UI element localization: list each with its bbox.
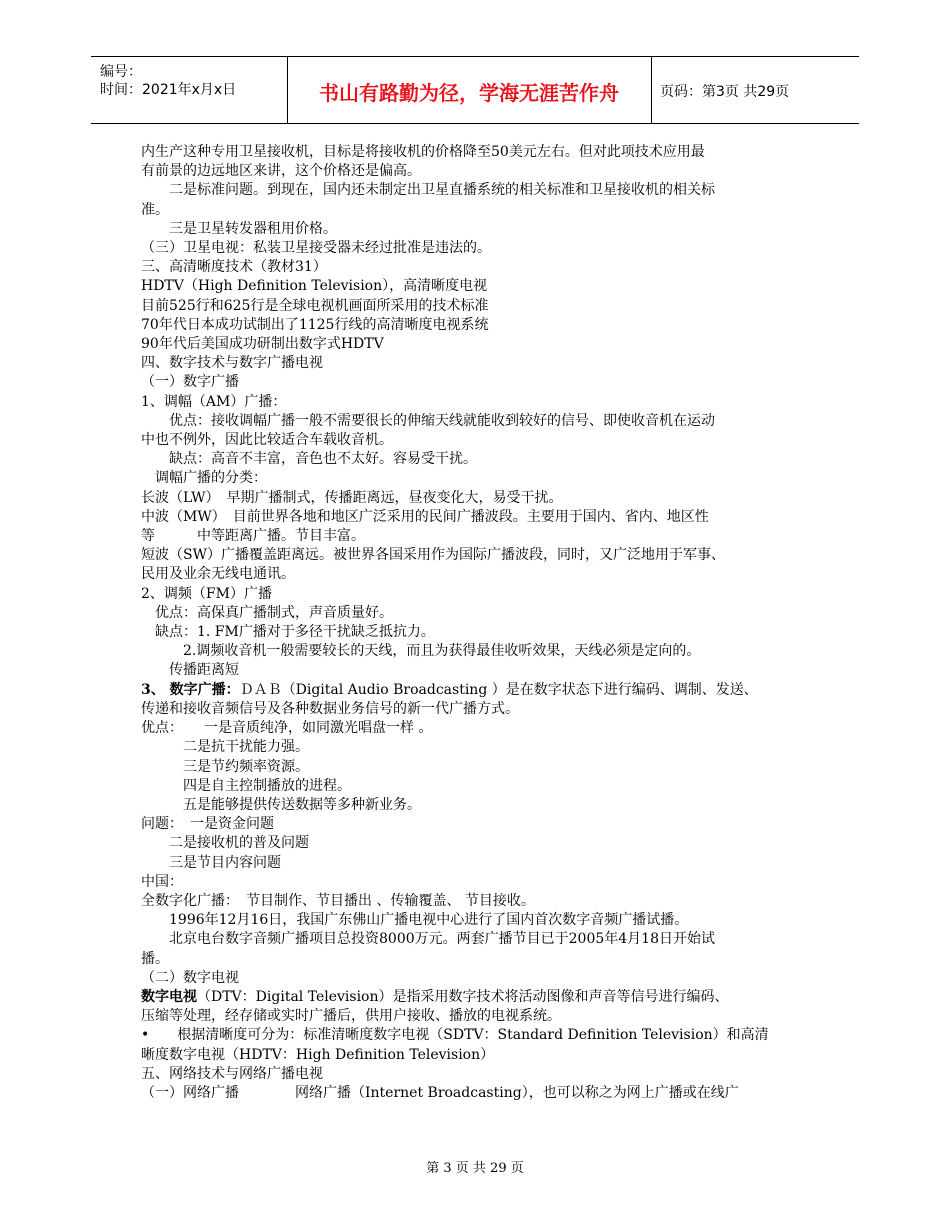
text-line: 北京电台数字音频广播项目总投资8000万元。两套广播节目已于2005年4月18日开始试 xyxy=(141,931,715,948)
number-label: 编号： xyxy=(100,64,142,80)
text-line: 2、调频（FM）广播 xyxy=(141,585,272,602)
motto: 书山有路勤为径，学海无涯苦作舟 xyxy=(319,81,619,105)
page-info: 页码：第3页 共29页 xyxy=(660,84,790,100)
dab-line xyxy=(141,681,831,700)
text-line: 二是标准问题。到现在，国内还未制定出卫星直播系统的相关标准和卫星接收机的相关标 xyxy=(141,182,715,199)
text-line: 传播距离短 xyxy=(141,662,239,679)
dtv-text: （DTV：Digital Television）是指采用数字技术将活动图像和声音等信号进行编码、 xyxy=(197,988,729,1005)
section-heading: 四、数字技术与数字广播电视 xyxy=(141,355,323,372)
dtv-heading: 数字电视 xyxy=(141,988,197,1005)
text-line: （一）数字广播 xyxy=(141,374,239,391)
text-line: 四是自主控制播放的进程。 xyxy=(141,777,351,794)
text-line: 优点：高保真广播制式，声音质量好。 xyxy=(141,604,393,621)
text-line: 优点：接收调幅广播一般不需要很长的伸缩天线就能收到较好的信号、即使收音机在运动 xyxy=(141,412,715,429)
page-header xyxy=(91,56,859,124)
date-label: 时间：2021年x月x日 xyxy=(100,82,237,98)
dab-text: ＤＡＢ（Digital Audio Broadcasting ）是在数字状态下进行编码、调制、发送、 xyxy=(239,681,758,698)
text-line: （三）卫星电视：私装卫星接受器未经过批准是违法的。 xyxy=(141,240,491,257)
text-line: 90年代后美国成功研制出数字式HDTV xyxy=(141,336,384,353)
section-heading: 三、高清晰度技术（教材31） xyxy=(141,259,327,276)
text-line: 全数字化广播： 节目制作、节目播出 、传输覆盖、 节目接收。 xyxy=(141,892,535,909)
header-meta xyxy=(91,57,288,123)
text-line: • 根据清晰度可分为：标准清晰度数字电视（SDTV：Standard Definition Television）和高清 xyxy=(141,1027,769,1044)
text-line: 三是卫星转发器租用价格。 xyxy=(141,220,337,237)
text-line: 等 中等距离广播。节目丰富。 xyxy=(141,528,365,545)
text-line: 中也不例外，因此比较适合车载收音机。 xyxy=(141,432,393,449)
text-line: 压缩等处理，经存储或实时广播后，供用户接收、播放的电视系统。 xyxy=(141,1008,561,1025)
header-page-cell xyxy=(651,57,859,123)
text-line: 短波（SW）广播覆盖距离远。被世界各国采用作为国际广播波段，同时，又广泛地用于军事、 xyxy=(141,547,725,564)
header-motto-cell xyxy=(287,57,652,123)
text-line: 二是抗干扰能力强。 xyxy=(141,739,309,756)
text-line: 内生产这种专用卫星接收机，目标是将接收机的价格降至50美元左右。但对此项技术应用最 xyxy=(141,144,705,160)
text-line: 中波（MW） 目前世界各地和地区广泛采用的民间广播波段。主要用于国内、省内、地区性 xyxy=(141,508,709,525)
text-line: 问题： 一是资金问题 xyxy=(141,816,274,833)
text-line: HDTV（High Definition Television），高清晰度电视 xyxy=(141,278,488,295)
text-line: 缺点：1. FM广播对于多径干扰缺乏抵抗力。 xyxy=(141,624,435,641)
text-line: 长波（LW） 早期广播制式，传播距离远，昼夜变化大，易受干扰。 xyxy=(141,489,563,506)
text-line: 优点： 一是音质纯净，如同激光唱盘一样 。 xyxy=(141,720,433,737)
text-line: 三是节约频率资源。 xyxy=(141,758,309,775)
text-line: （二）数字电视 xyxy=(141,969,239,986)
section-heading: 五、网络技术与网络广播电视 xyxy=(141,1065,323,1082)
text-line: 民用及业余无线电通讯。 xyxy=(141,566,295,583)
text-line: 2.调频收音机一般需要较长的天线，而且为获得最佳收听效果，天线必须是定向的。 xyxy=(141,643,701,660)
text-line: 目前525行和625行是全球电视机画面所采用的技术标准 xyxy=(141,297,489,314)
page-footer: 第 3 页 共 29 页 xyxy=(426,1161,524,1176)
text-line: 五是能够提供传送数据等多种新业务。 xyxy=(141,796,421,813)
text-line: 有前景的边远地区来讲，这个价格还是偏高。 xyxy=(141,163,421,180)
text-line: 传递和接收音频信号及各种数据业务信号的新一代广播方式。 xyxy=(141,700,519,717)
dtv-line xyxy=(141,988,831,1007)
text-line: 准。 xyxy=(141,201,169,218)
text-line: 缺点：高音不丰富，音色也不太好。容易受干扰。 xyxy=(141,451,477,468)
text-line: 70年代日本成功试制出了1125行线的高清晰度电视系统 xyxy=(141,316,489,333)
text-line: 调幅广播的分类： xyxy=(141,470,267,487)
text-line: 播。 xyxy=(141,950,169,967)
text-line: 1、调幅（AM）广播： xyxy=(141,393,287,410)
text-line: （一）网络广播 网络广播（Internet Broadcasting），也可以称之为网上广播或在线广 xyxy=(141,1084,739,1101)
text-line: 晰度数字电视（HDTV：High Definition Television） xyxy=(141,1046,495,1063)
dab-heading: 3、 数字广播： xyxy=(141,681,240,698)
text-line: 中国： xyxy=(141,873,183,890)
body-text xyxy=(141,143,831,1103)
text-line: 二是接收机的普及问题 xyxy=(141,835,309,852)
text-line: 三是节目内容问题 xyxy=(141,854,281,871)
text-line: 1996年12月16日，我国广东佛山广播电视中心进行了国内首次数字音频广播试播。 xyxy=(141,912,689,929)
